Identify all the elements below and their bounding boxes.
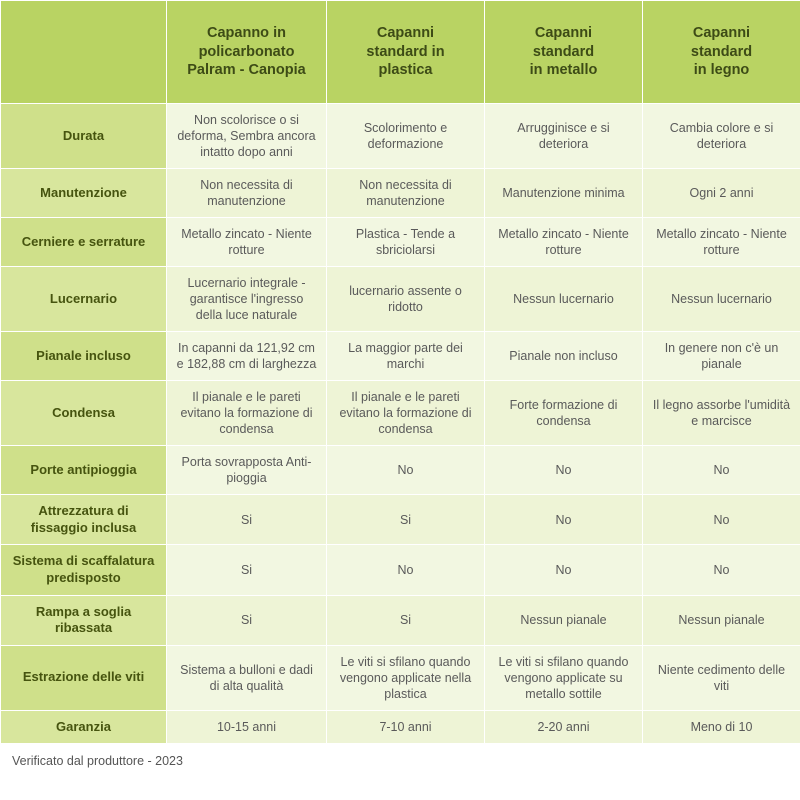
column-header-polycarbonate: Capanno in policarbonato Palram - Canopia: [167, 1, 327, 104]
table-cell: 7-10 anni: [327, 710, 485, 744]
row-label: Porte antipioggia: [1, 446, 167, 495]
row-label: Manutenzione: [1, 169, 167, 218]
table-row: [1, 169, 800, 218]
table-cell: Metallo zincato - Niente rotture: [167, 218, 327, 267]
column-header-plastic: Capanni standard in plastica: [327, 1, 485, 104]
table-cell: Si: [327, 495, 485, 545]
table-cell: In genere non c'è un pianale: [643, 332, 800, 381]
row-label: Attrezzatura di fissaggio inclusa: [1, 495, 167, 545]
table-cell: Pianale non incluso: [485, 332, 643, 381]
column-header-wood: Capanni standard in legno: [643, 1, 800, 104]
table-cell: La maggior parte dei marchi: [327, 332, 485, 381]
table-cell: 2-20 anni: [485, 710, 643, 744]
table-cell: Scolorimento e deformazione: [327, 104, 485, 169]
row-label: Durata: [1, 104, 167, 169]
table-cell: No: [485, 545, 643, 595]
row-label: Condensa: [1, 381, 167, 446]
table-cell: Sistema a bulloni e dadi di alta qualità: [167, 645, 327, 710]
row-label: Lucernario: [1, 267, 167, 332]
table-cell: Ogni 2 anni: [643, 169, 800, 218]
row-label: Sistema di scaffalatura predisposto: [1, 545, 167, 595]
row-label: Pianale incluso: [1, 332, 167, 381]
table-cell: Metallo zincato - Niente rotture: [643, 218, 800, 267]
table-cell: Niente cedimento delle viti: [643, 645, 800, 710]
table-row: [1, 104, 800, 169]
table-cell: Nessun lucernario: [643, 267, 800, 332]
table-cell: Manutenzione minima: [485, 169, 643, 218]
table-cell: Metallo zincato - Niente rotture: [485, 218, 643, 267]
table-cell: No: [485, 446, 643, 495]
header-row: [1, 1, 800, 104]
table-cell: No: [327, 446, 485, 495]
table-cell: Porta sovrapposta Anti-pioggia: [167, 446, 327, 495]
table-cell: Cambia colore e si deteriora: [643, 104, 800, 169]
table-row: [1, 645, 800, 710]
table-cell: No: [643, 545, 800, 595]
table-header: [1, 1, 800, 104]
table-cell: Non necessita di manutenzione: [167, 169, 327, 218]
table-cell: In capanni da 121,92 cm e 182,88 cm di larghezza: [167, 332, 327, 381]
table-cell: No: [643, 495, 800, 545]
table-cell: Nessun pianale: [643, 595, 800, 645]
header-corner-cell: [1, 1, 167, 104]
table-row: [1, 381, 800, 446]
table-cell: Non necessita di manutenzione: [327, 169, 485, 218]
table-cell: Arrugginisce e si deteriora: [485, 104, 643, 169]
table-cell: Il legno assorbe l'umidità e marcisce: [643, 381, 800, 446]
table-cell: Non scolorisce o si deforma, Sembra ancora intatto dopo anni: [167, 104, 327, 169]
table-row: [1, 710, 800, 744]
table-cell: Il pianale e le pareti evitano la formazione di condensa: [327, 381, 485, 446]
table-cell: Lucernario integrale - garantisce l'ingresso della luce naturale: [167, 267, 327, 332]
table-cell: Si: [327, 595, 485, 645]
row-label: Rampa a soglia ribassata: [1, 595, 167, 645]
table-cell: Si: [167, 595, 327, 645]
table-cell: Le viti si sfilano quando vengono applicate nella plastica: [327, 645, 485, 710]
table-cell: Plastica - Tende a sbriciolarsi: [327, 218, 485, 267]
table-cell: Nessun pianale: [485, 595, 643, 645]
table-cell: Le viti si sfilano quando vengono applicate su metallo sottile: [485, 645, 643, 710]
table-row: [1, 595, 800, 645]
column-header-metal: Capanni standard in metallo: [485, 1, 643, 104]
table-cell: Si: [167, 495, 327, 545]
footnote: Verificato dal produttore - 2023: [12, 754, 183, 769]
table-cell: No: [485, 495, 643, 545]
row-label: Garanzia: [1, 710, 167, 744]
table-row: [1, 218, 800, 267]
table-cell: Il pianale e le pareti evitano la formazione di condensa: [167, 381, 327, 446]
row-label: Estrazione delle viti: [1, 645, 167, 710]
table-cell: No: [643, 446, 800, 495]
table-row: [1, 495, 800, 545]
table-cell: Forte formazione di condensa: [485, 381, 643, 446]
table-row: [1, 545, 800, 595]
table-cell: lucernario assente o ridotto: [327, 267, 485, 332]
table-cell: Meno di 10: [643, 710, 800, 744]
table-cell: Nessun lucernario: [485, 267, 643, 332]
table-body: [1, 104, 800, 744]
table-cell: 10-15 anni: [167, 710, 327, 744]
table-row: [1, 267, 800, 332]
table-cell: Si: [167, 545, 327, 595]
row-label: Cerniere e serrature: [1, 218, 167, 267]
table-cell: No: [327, 545, 485, 595]
table-row: [1, 446, 800, 495]
table-row: [1, 332, 800, 381]
